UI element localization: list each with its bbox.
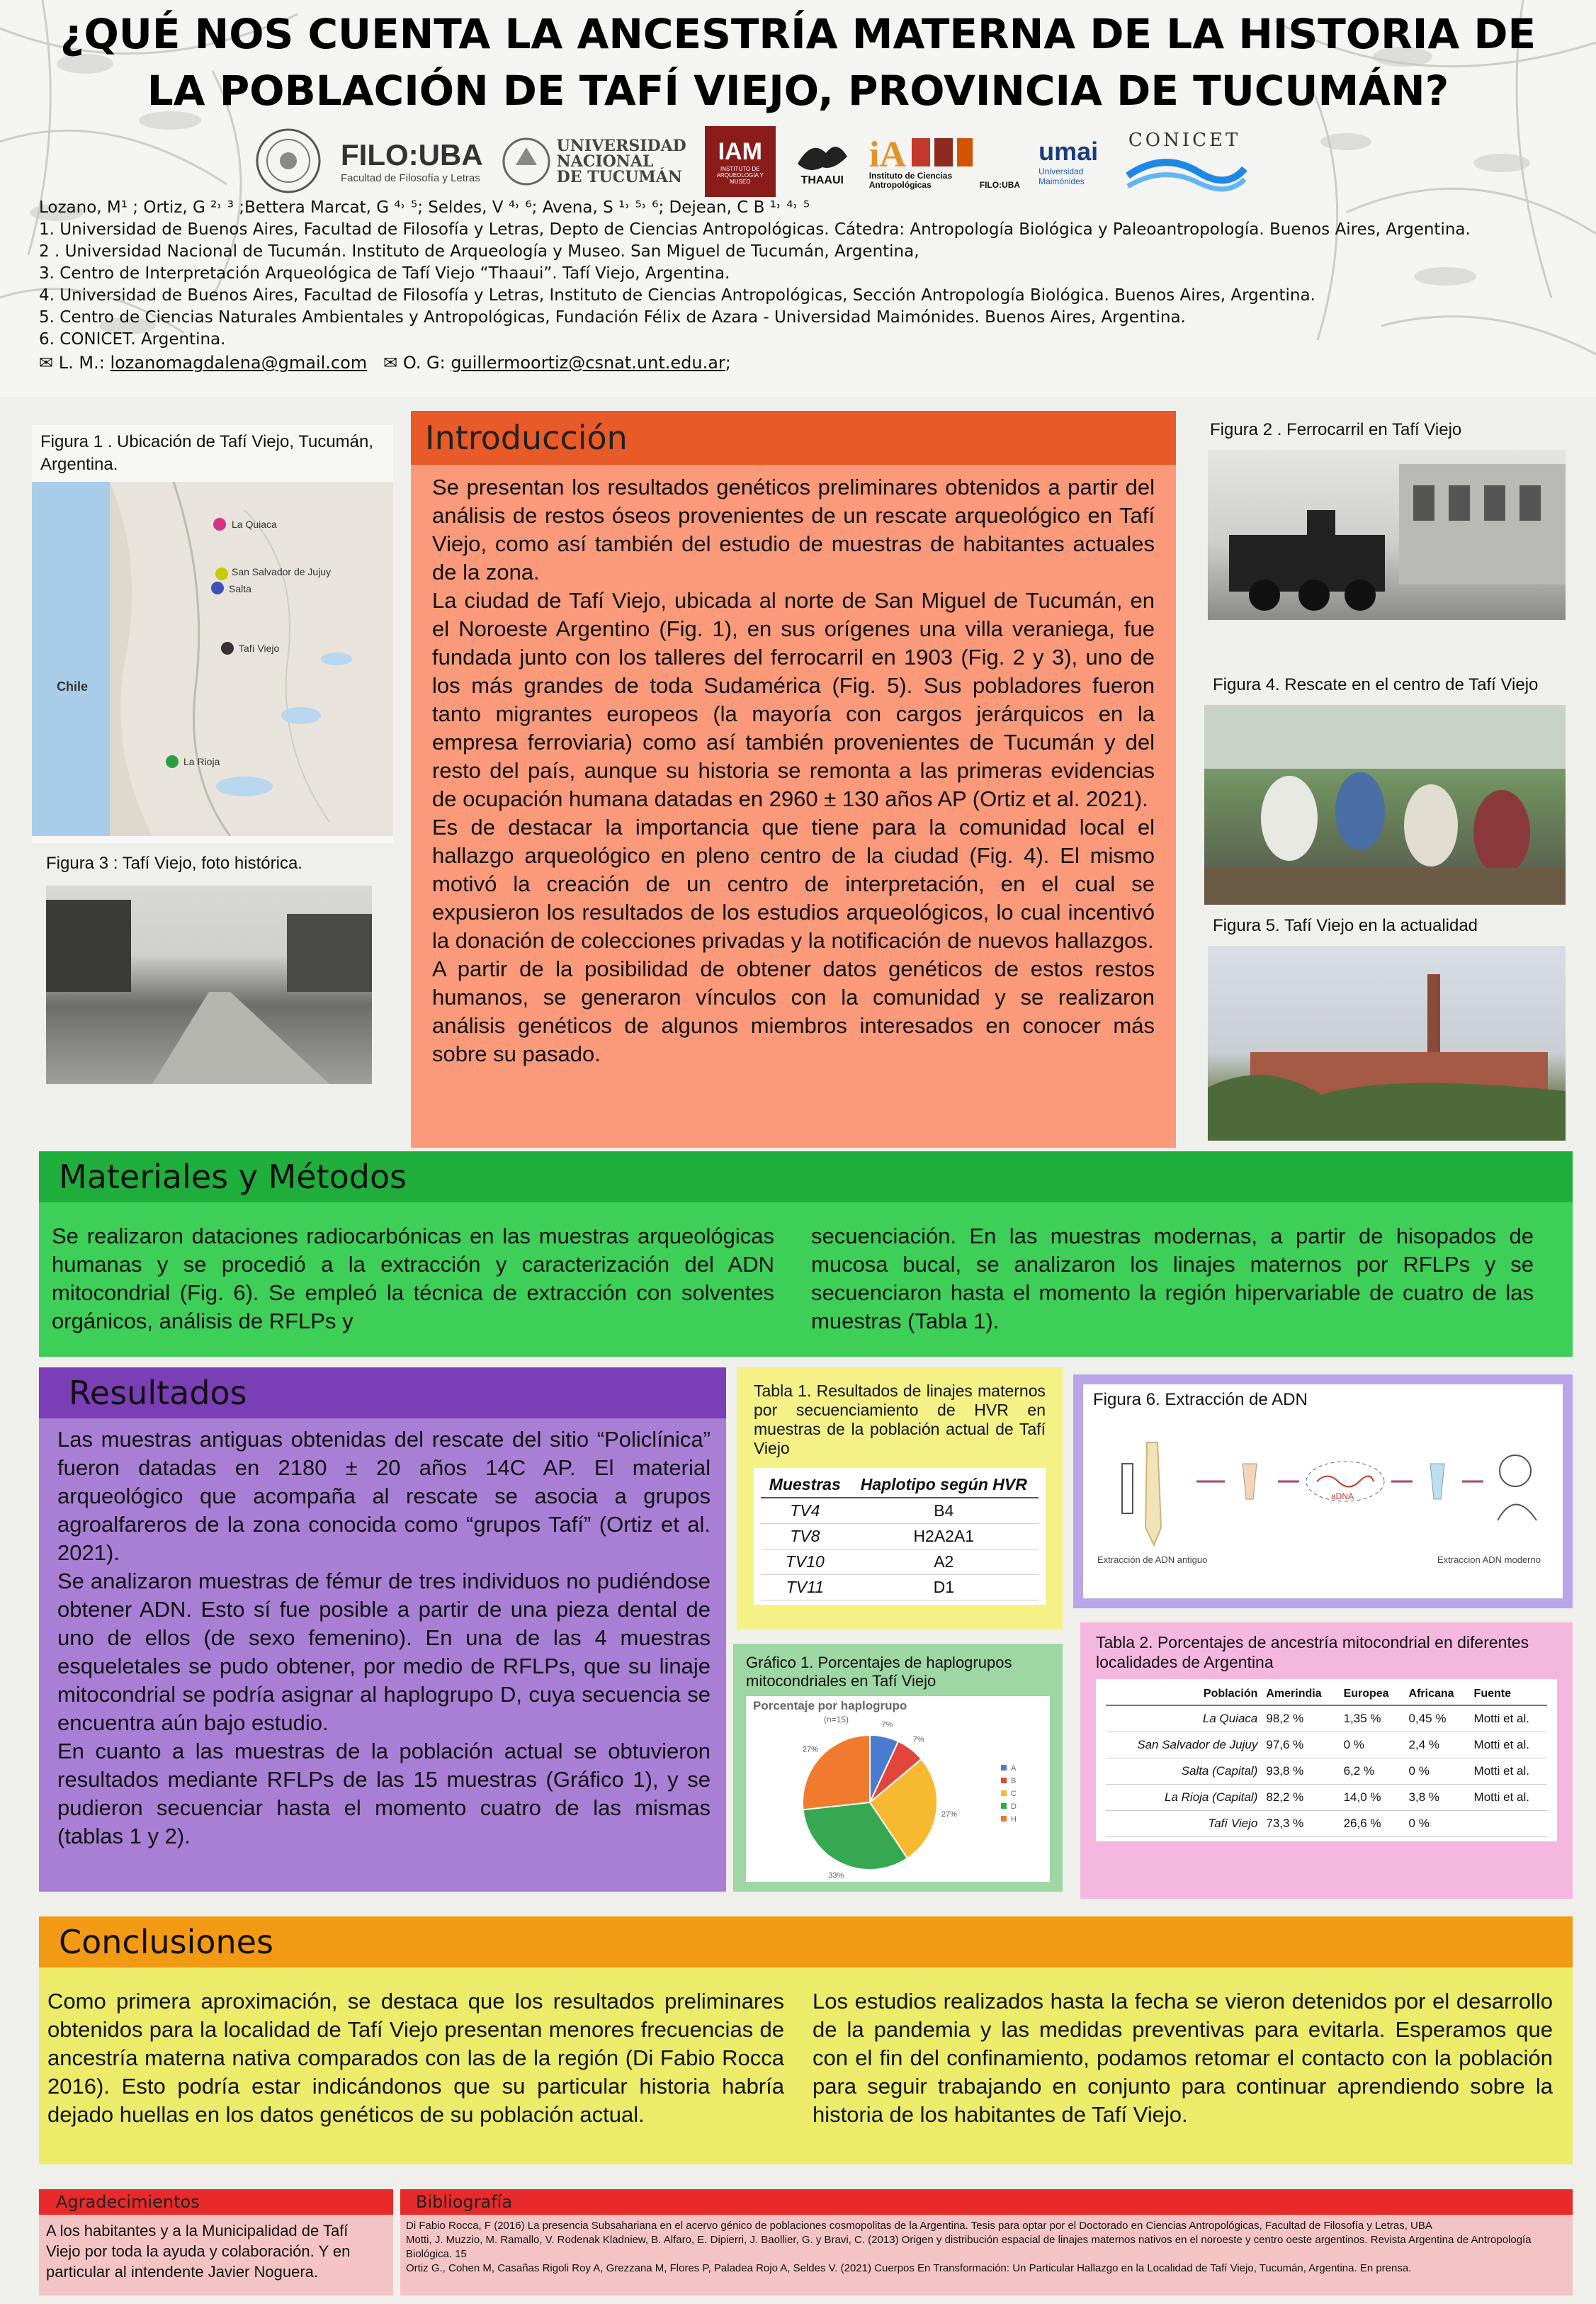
map-pin-salta [211, 582, 224, 594]
poster-title [28, 6, 1568, 119]
chart-subtitle: (n=15) [824, 1715, 849, 1724]
resultados-paragraph-1: Las muestras antiguas obtenidas del rescate del sitio “Policlínica” fueron datadas en 2180 ± 20 años 14C AP. El material arqueológico que acompaña al rescate se asocia a grupos agroalfareros de la zona conocida como “grupos Tafí” (Ortiz et al. 2021). [57, 1427, 711, 1565]
affiliation-3: 3. Centro de Interpretación Arqueológica de Tafí Viejo “Thaaui”. Tafí Viejo, Argentina. [39, 264, 730, 283]
table-cell: 93,8 % [1262, 1758, 1339, 1785]
legend-swatch-D [1001, 1803, 1007, 1809]
tabla-1-header-row [761, 1472, 1038, 1498]
contact-2-label: O. G: [402, 353, 446, 373]
legend-label-D: D [1011, 1802, 1017, 1811]
tabla-2-header-amerindia: Amerindia [1262, 1683, 1339, 1705]
grafico-1-panel [733, 1644, 1063, 1892]
bibliografia-heading: Bibliografía [400, 2189, 1573, 2215]
bibliografia-section [400, 2189, 1573, 2295]
tabla-2-panel [1080, 1622, 1573, 1899]
table-cell: 0 % [1405, 1811, 1470, 1837]
figure-6-inner [1083, 1384, 1563, 1598]
contact-2-email[interactable]: guillermoortiz@csnat.unt.edu.ar [451, 353, 725, 373]
figure-4-caption: Figura 4. Rescate en el centro de Tafí Viejo [1213, 675, 1539, 694]
table-row [761, 1549, 1038, 1575]
introduccion-paragraph-4: A partir de la posibilidad de obtener datos genéticos de estos restos humanos, se generaron vínculos con la comunidad y se realizaron análisis genéticos de algunos miembros interesados en conocer más sobre su pasado. [432, 956, 1155, 1066]
map-label-la-quiaca: La Quiaca [232, 519, 277, 530]
table-row [1106, 1811, 1547, 1837]
table-cell: 0,45 % [1405, 1705, 1470, 1732]
pie-label-C: 27% [941, 1809, 957, 1819]
legend-swatch-H [1001, 1816, 1007, 1822]
tooth-icon [1122, 1464, 1133, 1513]
ica-text: Instituto de Ciencias Antropológicas [868, 171, 953, 190]
resultados-body [39, 1418, 726, 1851]
agradecimientos-text: A los habitantes y a la Municipalidad de Tafí Viejo por toda la ayuda y colaboración. Y en particular al intendente Javier Noguera. [46, 2222, 351, 2281]
figure-1-caption: Figura 1 . Ubicación de Tafí Viejo, Tucumán, Argentina. [40, 432, 374, 474]
contacts [39, 352, 1562, 374]
tabla-2-header-fuente: Fuente [1470, 1683, 1547, 1705]
conclusiones-heading: Conclusiones [39, 1916, 1573, 1967]
figure-2-panel [1197, 414, 1573, 620]
map-label-chile: Chile [57, 679, 89, 694]
tabla-2-caption: Tabla 2. Porcentajes de ancestría mitocondrial en diferentes localidades de Argentina [1096, 1633, 1529, 1671]
table-row [1106, 1705, 1547, 1732]
table-cell: 0 % [1405, 1758, 1470, 1785]
table-cell: D1 [849, 1575, 1038, 1600]
authors-line: Lozano, M¹ ; Ortiz, G ²˒ ³ ;Bettera Marcat, G ⁴˒ ⁵; Seldes, V ⁴˒ ⁶; Avena, S ¹˒ ⁵˒ ⁶; Dejean, C B ¹˒ ⁴˒ ⁵ [39, 198, 810, 217]
conicet-text: CONICET [1128, 129, 1241, 151]
table-cell: Motti et al. [1470, 1785, 1547, 1811]
tube-icon [1243, 1464, 1257, 1499]
table-cell: TV8 [761, 1524, 849, 1549]
affiliation-1: 1. Universidad de Buenos Aires, Facultad de Filosofía y Letras, Depto de Ciencias Antropológicas. Cátedra: Antropología Biológica y Paleoantropología. Buenos Aires, Argentina. [39, 220, 1471, 239]
pie-label-A: 7% [881, 1720, 893, 1729]
agradecimientos-section [39, 2189, 393, 2295]
resultados-heading: Resultados [39, 1367, 726, 1418]
tabla-1-header-muestras: Muestras [761, 1472, 849, 1498]
figure-1-map [32, 482, 393, 836]
materiales-col-1: Se realizaron dataciones radiocarbónicas en las muestras arqueológicas humanas y se procedió a la extracción y caracterización del ADN mitocondrial (Fig. 6). Se empleó la técnica de extracción con solventes orgánicos, análisis de RFLPs y [52, 1224, 774, 1333]
table-cell: TV4 [761, 1498, 849, 1524]
tube-modern-icon [1430, 1464, 1444, 1499]
introduccion-body [411, 465, 1176, 1068]
unt-line-3: DE TUCUMÁN [556, 167, 682, 186]
map-label-tafi-viejo: Tafí Viejo [239, 643, 280, 654]
table-cell: 97,6 % [1262, 1732, 1339, 1758]
grafico-1-chart-box [746, 1696, 1050, 1882]
tabla-2 [1106, 1683, 1547, 1837]
envelope-icon: ✉ [383, 353, 398, 373]
figure-2-photo [1208, 450, 1566, 620]
legend-swatch-B [1001, 1778, 1007, 1783]
iam-logo [705, 126, 776, 197]
person-head-icon [1500, 1455, 1531, 1486]
ica-sub: FILO:UBA [979, 179, 1021, 190]
contact-1-label: L. M.: [58, 353, 105, 373]
bibliografia-list [400, 2215, 1573, 2280]
chart-title: Porcentaje por haplogrupo [753, 1699, 907, 1712]
table-cell: 1,35 % [1340, 1705, 1405, 1732]
resultados-section [39, 1367, 726, 1892]
table-cell: Salta (Capital) [1106, 1758, 1262, 1785]
table-cell: 0 % [1340, 1732, 1405, 1758]
thaaui-text: THAAUI [800, 174, 844, 186]
table-cell: La Quiaca [1106, 1705, 1262, 1732]
table-cell: Tafí Viejo [1106, 1811, 1262, 1837]
tabla-2-header-poblacion: Población [1106, 1683, 1262, 1705]
reference-item: Motti, J. Muzzio, M. Ramallo, V. Rodenak Kladniew, B. Alfaro, E. Dipierri, J. Baollier, G. y Bravi, C. (2013) Origen y distribución espacial de linajes maternos nativos en el noroeste y centro oeste argentinos. Revista Argentina de Antropología Biológica. 15 [406, 2234, 1532, 2260]
figure-3-panel [32, 847, 393, 1130]
unt-line-2: NACIONAL [556, 152, 654, 171]
map-label-salta: Salta [229, 583, 251, 594]
figure-1-panel [32, 425, 393, 843]
table-cell: B4 [849, 1498, 1038, 1524]
legend-label-H: H [1011, 1815, 1017, 1824]
affiliation-6: 6. CONICET. Argentina. [39, 330, 226, 349]
conclusiones-col-1: Como primera aproximación, se destaca que los resultados preliminares obtenidos para la localidad de Tafí Viejo presentan menores frecuencias de ancestría materna nativa comparados con las de la región (Di Fabio Rocca 2016). Esto podría estar indicándonos que su particular historia habría dejado huellas en los datos genéticos de su población actual. [47, 1989, 784, 2127]
authors-block [39, 197, 1562, 374]
tabla-1-caption: Tabla 1. Resultados de linajes maternos por secuenciamiento de HVR en muestras de la población actual de Tafí Viejo [754, 1382, 1046, 1457]
tabla-2-header-africana: Africana [1405, 1683, 1470, 1705]
title-line-2: LA POBLACIÓN DE TAFÍ VIEJO, PROVINCIA DE TUCUMÁN? [147, 67, 1449, 115]
resultados-paragraph-3: En cuanto a las muestras de la población actual se obtuvieron resultados mediante RFLPs de las 15 muestras (Gráfico 1), y se pudieron secuenciar hasta el momento cuatro de las mismas (tablas 1 y 2). [57, 1739, 711, 1848]
table-cell: Motti et al. [1470, 1758, 1547, 1785]
figure-5-caption: Figura 5. Tafí Viejo en la actualidad [1213, 916, 1478, 935]
thaaui-logo [794, 126, 851, 197]
table-cell: La Rioja (Capital) [1106, 1785, 1262, 1811]
figure-6-panel [1073, 1374, 1573, 1608]
table-row [761, 1524, 1038, 1549]
grafico-1-caption: Gráfico 1. Porcentajes de haplogrupos mitocondriales en Tafí Viejo [746, 1654, 1012, 1690]
materiales-col-2: secuenciación. En las muestras modernas, a partir de hisopados de mucosa bucal, se analizaron los linajes maternos por RFLPs y se secuenciaron hasta el momento la región hipervariable de cuatro de las muestras (Tabla 1). [811, 1224, 1534, 1333]
figure-5-photo [1208, 946, 1566, 1141]
tabla-2-box [1096, 1679, 1557, 1841]
table-cell: San Salvador de Jujuy [1106, 1732, 1262, 1758]
introduccion-heading: Introducción [411, 411, 1176, 465]
legend-label-C: C [1011, 1790, 1017, 1798]
affiliation-4: 4. Universidad de Buenos Aires, Facultad de Filosofía y Letras, Instituto de Ciencias Antropológicas, Sección Antropología Biológica. Buenos Aires, Argentina. [39, 286, 1315, 305]
pie-label-B: 7% [912, 1735, 924, 1744]
envelope-icon: ✉ [39, 353, 54, 373]
haplogroup-pie-chart [746, 1696, 1050, 1882]
pie-label-H: 27% [802, 1745, 818, 1754]
conclusiones-col-2: Los estudios realizados hasta la fecha se vieron detenidos por el desarrollo de la pandemia y las medidas preventivas para evitarla. Esperamos que con el fin del confinamiento, podamos retomar el contacto con la población para seguir trabajando en conjunto para continuar aprendiendo sobre la historia de los habitantes de Tafí Viejo. [813, 1989, 1553, 2127]
figure-6-label-right: Extraccion ADN moderno [1437, 1554, 1541, 1565]
legend-swatch-C [1001, 1790, 1007, 1796]
reference-item: Di Fabio Rocca, F (2016) La presencia Subsahariana en el acervo génico de poblaciones cosmopolitas de la Argentina. Tesis para optar por el Doctorado en Ciencias Antropológicas, Facultad de Filosofía y Letras, UBA [406, 2220, 1432, 2232]
conclusiones-section [39, 1916, 1573, 2164]
title-line-1: ¿QUÉ NOS CUENTA LA ANCESTRÍA MATERNA DE LA HISTORIA DE [60, 10, 1536, 58]
table-row [1106, 1732, 1547, 1758]
table-cell: TV11 [761, 1575, 849, 1600]
svg-text:iA: iA [868, 135, 906, 171]
materiales-section [39, 1151, 1573, 1357]
tabla-1-panel [737, 1367, 1063, 1630]
table-row [1106, 1785, 1547, 1811]
filo-uba-sub: Facultad de Filosofía y Letras [341, 172, 480, 184]
materiales-heading: Materiales y Métodos [39, 1151, 1573, 1202]
legend-label-B: B [1011, 1777, 1017, 1785]
introduccion-paragraph-1: Se presentan los resultados genéticos preliminares obtenidos a partir del análisis de restos óseos provenientes de un rescate arqueológico en Tafí Viejo, como así también del estudio de muestras de habitantes actuales de la zona. [432, 475, 1155, 585]
resultados-paragraph-2: Se analizaron muestras de fémur de tres individuos no pudiéndose obtener ADN. Esto sí fue posible a partir de una pieza dental de uno de ellos (de sexo femenino). En una de las 4 muestras esqueletales se pudo obtener, por medio de RFLPs, que su linaje mitocondrial se podría asignar al haplogrupo D, cuya secuencia se encuentra aún bajo estudio. [57, 1569, 711, 1735]
iam-text: IAM [718, 137, 762, 165]
table-cell: H2A2A1 [849, 1524, 1038, 1549]
map-pin-la-rioja [166, 755, 179, 768]
table-row [761, 1498, 1038, 1524]
table-row [761, 1575, 1038, 1600]
map-label-jujuy: San Salvador de Jujuy [232, 566, 332, 577]
contact-1-email[interactable]: lozanomagdalena@gmail.com [110, 353, 368, 373]
ica-logo [869, 126, 1020, 197]
logo-strip [255, 124, 1303, 198]
umai-text: umai [1038, 136, 1099, 166]
figure-6-caption: Figura 6. Extracción de ADN [1093, 1390, 1308, 1409]
introduccion-paragraph-2: La ciudad de Tafí Viejo, ubicada al norte de San Miguel de Tucumán, en el Noroeste Argentino (Fig. 1), en sus orígenes una villa veraniega, fue fundada junto con los talleres del ferrocarril en 1903 (Fig. 2 y 3), uno de los más grandes de toda Sudamérica (Fig. 5). Sus pobladores fueron tanto migrantes europeos (la mayoría con cargos jerárquicos en la empresa ferroviaria) como así también provenientes de Tucumán y del resto del país, aunque su historia se remonta a las primeras evidencias de ocupación humana datadas en 2960 ± 130 años AP (Ortiz et al. 2021). [432, 588, 1155, 811]
femur-icon [1145, 1442, 1161, 1545]
dna-extraction-diagram [1083, 1421, 1563, 1598]
legend-swatch-A [1001, 1765, 1007, 1771]
legend-label-A: A [1011, 1764, 1017, 1773]
table-cell: 2,4 % [1405, 1732, 1470, 1758]
umai-sub: Universidad Maimónides [1038, 166, 1085, 186]
table-cell: A2 [849, 1549, 1038, 1575]
map-pin-tafi-viejo [221, 642, 234, 655]
table-cell: 82,2 % [1262, 1785, 1339, 1811]
introduccion-paragraph-3: Es de destacar la importancia que tiene para la comunidad local el hallazgo arqueológico en pleno centro de la ciudad (Fig. 4). El mismo motivó la creación de un centro de interpretación, en el cual se expusieron los resultados de los estudios arqueológicos, lo cual incentivó la donación de colecciones privadas y la notificación de nuevos hallazgos. [432, 815, 1155, 953]
figure-4-panel [1197, 670, 1573, 910]
dna-label: aDNA [1331, 1491, 1354, 1501]
table-cell: 98,2 % [1262, 1705, 1339, 1732]
figure-5-panel [1197, 910, 1573, 1144]
table-cell: TV10 [761, 1549, 849, 1575]
table-cell: 26,6 % [1340, 1811, 1405, 1837]
figure-6-label-left: Extracción de ADN antiguo [1097, 1554, 1208, 1565]
table-cell: Motti et al. [1470, 1705, 1547, 1732]
figure-3-photo [46, 886, 372, 1084]
introduccion-section [411, 411, 1176, 1148]
iam-sub: INSTITUTO DE ARQUEOLOGÍA Y MUSEO [716, 165, 764, 185]
map-pin-jujuy [215, 567, 228, 580]
table-cell: 14,0 % [1340, 1785, 1405, 1811]
dna-strand-icon [1317, 1476, 1374, 1487]
tabla-1 [761, 1472, 1038, 1600]
figure-2-caption: Figura 2 . Ferrocarril en Tafí Viejo [1210, 420, 1462, 439]
affiliation-5: 5. Centro de Ciencias Naturales Ambientales y Antropológicas, Fundación Félix de Azara - Universidad Maimónides. Buenos Aires, Argentina. [39, 308, 1186, 327]
tabla-1-box [754, 1468, 1046, 1605]
filo-uba-main: FILO:UBA [341, 138, 483, 171]
tabla-1-header-haplotipo: Haplotipo según HVR [849, 1472, 1038, 1498]
unt-logo [502, 126, 686, 197]
filo-uba-logo [341, 126, 483, 197]
table-cell: 3,8 % [1405, 1785, 1470, 1811]
map-label-la-rioja: La Rioja [183, 756, 220, 767]
table-cell: Motti et al. [1470, 1732, 1547, 1758]
uba-seal-logo [255, 126, 322, 197]
tabla-2-header-europea: Europea [1340, 1683, 1405, 1705]
conicet-logo [1121, 126, 1248, 197]
reference-item: Ortiz G., Cohen M, Casañas Rigoli Roy A, Grezzana M, Flores P, Paladea Rojo A, Seldes V. (2021) Cuerpos En Transformación: Un Particular Hallazgo en la Localidad de Tafí Viejo, Tucumán, Argentina. En prensa. [406, 2262, 1412, 2274]
pie-label-D: 33% [828, 1871, 844, 1880]
figure-4-photo [1204, 705, 1566, 905]
table-cell [1470, 1811, 1547, 1837]
unt-line-1: UNIVERSIDAD [556, 136, 686, 155]
table-cell: 73,3 % [1262, 1811, 1339, 1837]
contact-2-suffix: ; [725, 353, 731, 373]
umai-logo [1038, 126, 1102, 197]
table-cell: 6,2 % [1340, 1758, 1405, 1785]
tabla-2-header-row [1106, 1683, 1547, 1705]
agradecimientos-heading: Agradecimientos [39, 2189, 393, 2215]
figure-3-caption: Figura 3 : Tafí Viejo, foto histórica. [46, 854, 302, 873]
map-pin-la-quiaca [213, 518, 226, 531]
affiliation-2: 2 . Universidad Nacional de Tucumán. Instituto de Arqueología y Museo. San Miguel de Tucumán, Argentina, [39, 242, 919, 261]
table-row [1106, 1758, 1547, 1785]
